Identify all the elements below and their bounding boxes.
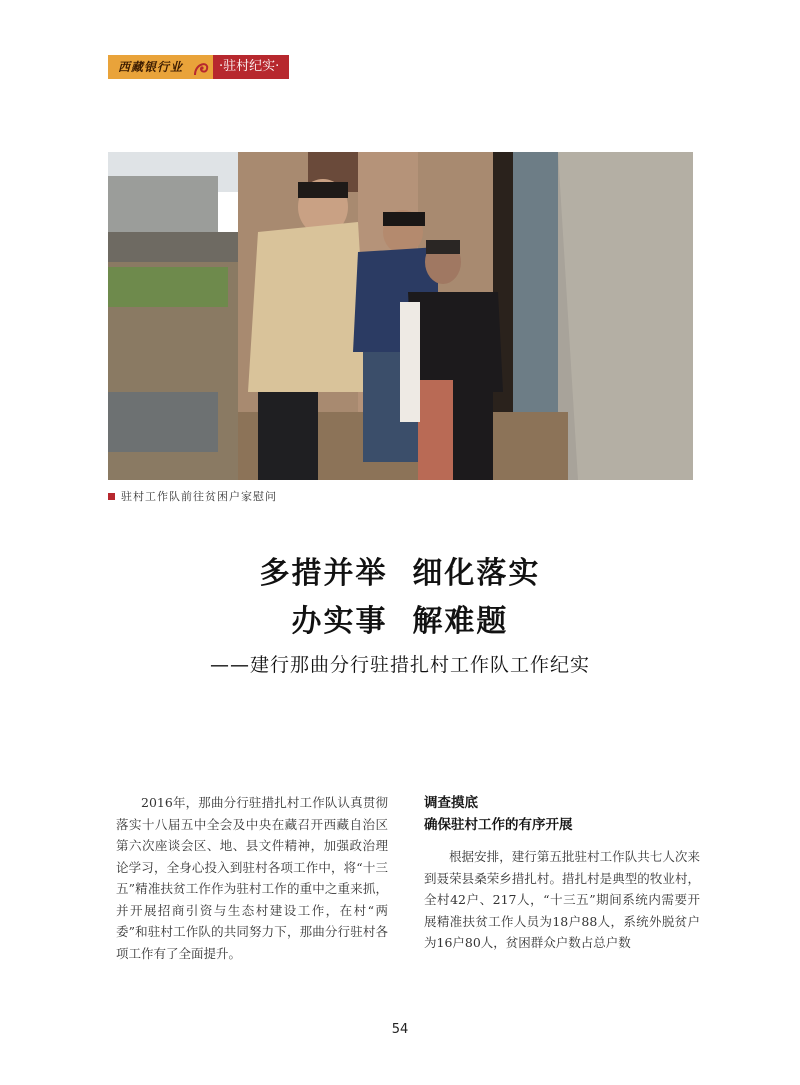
article-subtitle: ——建行那曲分行驻措扎村工作队工作纪实 [209,654,590,676]
photo-caption [108,488,277,504]
section-heading-line2: 确保驻村工作的有序开展 [424,817,573,833]
section-heading-line1: 调查摸底 [424,795,478,811]
caption-marker-icon [108,493,115,500]
brand-logo-text: 西藏银行业 [108,55,191,79]
article-title-line2: 办实事 解难题 [291,604,509,639]
article-title-block [0,552,800,677]
article-title-line1: 多措并举 细化落实 [259,556,541,591]
magazine-header [108,55,289,79]
section-label: ·驻村纪实· [213,55,289,79]
article-photo [108,152,693,480]
right-column [424,792,700,954]
intro-paragraph: 2016年，那曲分行驻措扎村工作队认真贯彻落实十八届五中全会及中央在藏召开西藏自治区第六次座谈会区、地、县文件精神，加强政治理论学习，全身心投入到驻村各项工作中，将“十三五”精准扶贫工作作为驻村工作的重中之重来抓，并开展招商引资与生态村建设工作，在村“两委”和驻村工作队的共同努力下，那曲分行驻村各项工作有了全面提升。 [116,795,388,961]
swirl-ornament-icon [191,55,213,79]
caption-text: 驻村工作队前往贫困户家慰问 [121,490,277,503]
left-column [116,792,388,964]
section-body-paragraph: 根据安排，建行第五批驻村工作队共七人次来到聂荣县桑荣乡措扎村。措扎村是典型的牧业村，全村42户、217人，“十三五”期间系统内需要开展精准扶贫工作人员为18户88人，系统外脱贫户为16户80人，贫困群众户数占总户数 [424,849,700,950]
page-number: 54 [391,1022,409,1037]
